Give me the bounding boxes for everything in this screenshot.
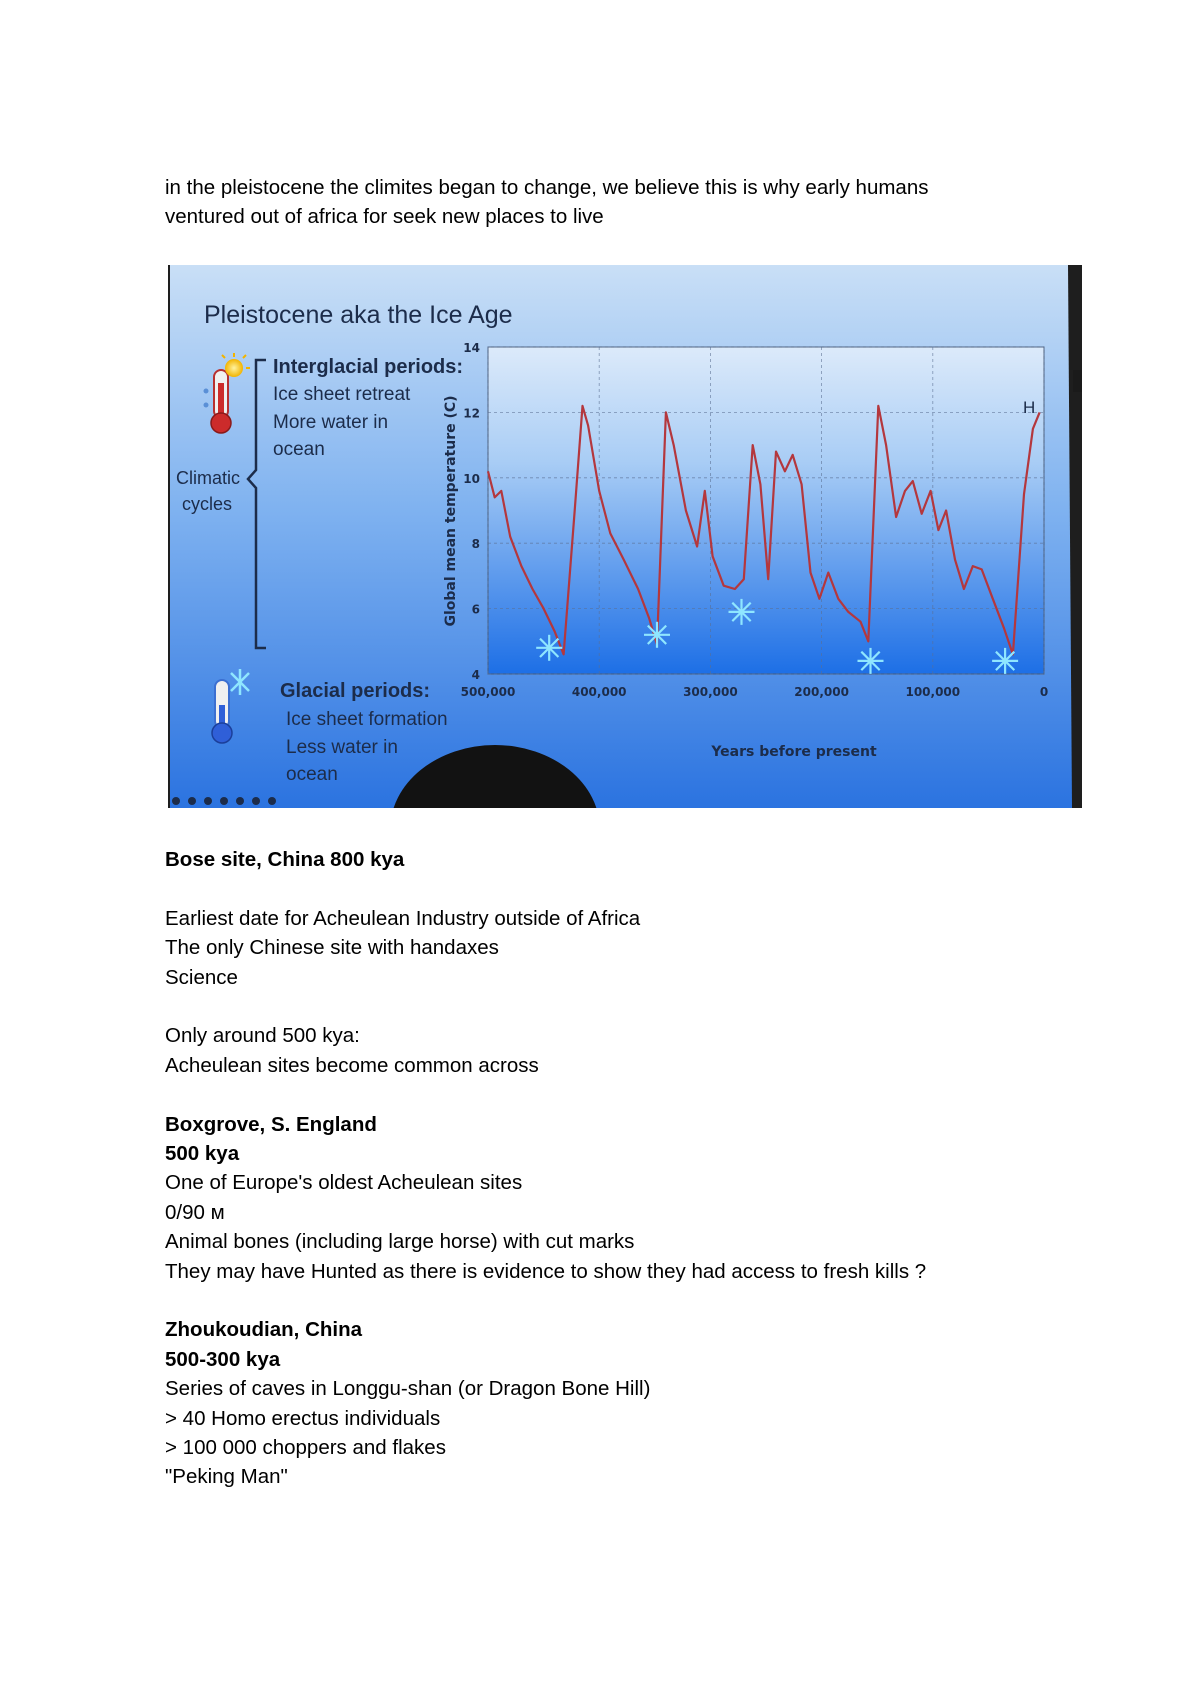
note-line: Earliest date for Acheulean Industry outside of Africa: [165, 906, 641, 930]
intro-line: in the pleistocene the climites began to change, we believe this is why early humans: [165, 176, 929, 199]
snowflake-marker: [858, 648, 884, 674]
x-tick-label: 300,000: [683, 685, 738, 699]
y-axis-label: Global mean temperature (C): [443, 395, 459, 627]
note-line: The only Chinese site with handaxes: [165, 936, 499, 960]
snowflake-marker: [729, 599, 755, 625]
glacial-line: Ice sheet formation: [286, 709, 448, 730]
section-date: 500 kya: [165, 1142, 240, 1166]
section-heading: Bose site, China 800 kya: [165, 848, 405, 871]
holocene-label: H: [1023, 398, 1036, 417]
note-line: "Peking Man": [165, 1465, 288, 1489]
y-tick-label: 12: [463, 406, 480, 421]
thermometer-cold-icon: [212, 680, 232, 743]
y-tick-label: 6: [471, 602, 480, 617]
x-tick-label: 500,000: [460, 685, 516, 699]
note-line: Acheulean sites become common across: [165, 1053, 539, 1077]
snowflake-marker: [992, 648, 1018, 674]
snowflake-marker: [644, 622, 670, 648]
note-line: One of Europe's oldest Acheulean sites: [165, 1171, 523, 1195]
climatic-label: Climatic: [176, 468, 241, 488]
snowflake-marker: [536, 635, 562, 661]
note-line: Series of caves in Longgu-shan (or Dragon Bone Hill): [165, 1377, 651, 1401]
interglacial-heading: Interglacial periods:: [273, 356, 464, 378]
slide-photo: [168, 265, 1082, 808]
y-tick-label: 8: [471, 537, 480, 552]
glacial-line: Less water in: [286, 737, 398, 758]
slide-svg: [168, 265, 1082, 808]
x-tick-label: 200,000: [794, 685, 849, 699]
interglacial-line: Ice sheet retreat: [273, 384, 411, 405]
glacial-heading: Glacial periods:: [280, 680, 431, 702]
y-tick-label: 4: [471, 668, 480, 682]
note-line: Only around 500 kya:: [165, 1024, 360, 1048]
x-tick-label: 100,000: [905, 685, 961, 699]
plot-area: [488, 347, 1044, 674]
interglacial-line: More water in: [273, 412, 389, 433]
slide-title: Pleistocene aka the Ice Age: [204, 301, 513, 329]
notes-body: [165, 845, 1115, 1492]
x-tick-label: 0: [1039, 685, 1049, 699]
note-line: 0/90 м: [165, 1200, 225, 1224]
section-date: 500-300 kya: [165, 1347, 281, 1371]
interglacial-line: ocean: [273, 439, 325, 460]
intro-paragraph: [165, 173, 1065, 231]
y-tick-label: 10: [463, 471, 480, 486]
climatic-label: cycles: [182, 494, 233, 514]
x-tick-label: 400,000: [571, 685, 627, 699]
note-line: They may have Hunted as there is evidence to show they had access to fresh kills ?: [165, 1259, 927, 1283]
section-heading: Boxgrove, S. England: [165, 1112, 377, 1136]
y-tick-label: 14: [463, 341, 480, 355]
intro-line: ventured out of africa for seek new places to live: [165, 205, 604, 228]
x-axis-label: Years before present: [711, 744, 877, 760]
glacial-line: ocean: [286, 764, 338, 785]
note-line: Science: [165, 965, 238, 989]
note-line: > 40 Homo erectus individuals: [165, 1406, 441, 1430]
note-line: Animal bones (including large horse) with cut marks: [165, 1230, 635, 1254]
note-line: > 100 000 choppers and flakes: [165, 1436, 446, 1460]
section-heading: Zhoukoudian, China: [165, 1318, 363, 1342]
